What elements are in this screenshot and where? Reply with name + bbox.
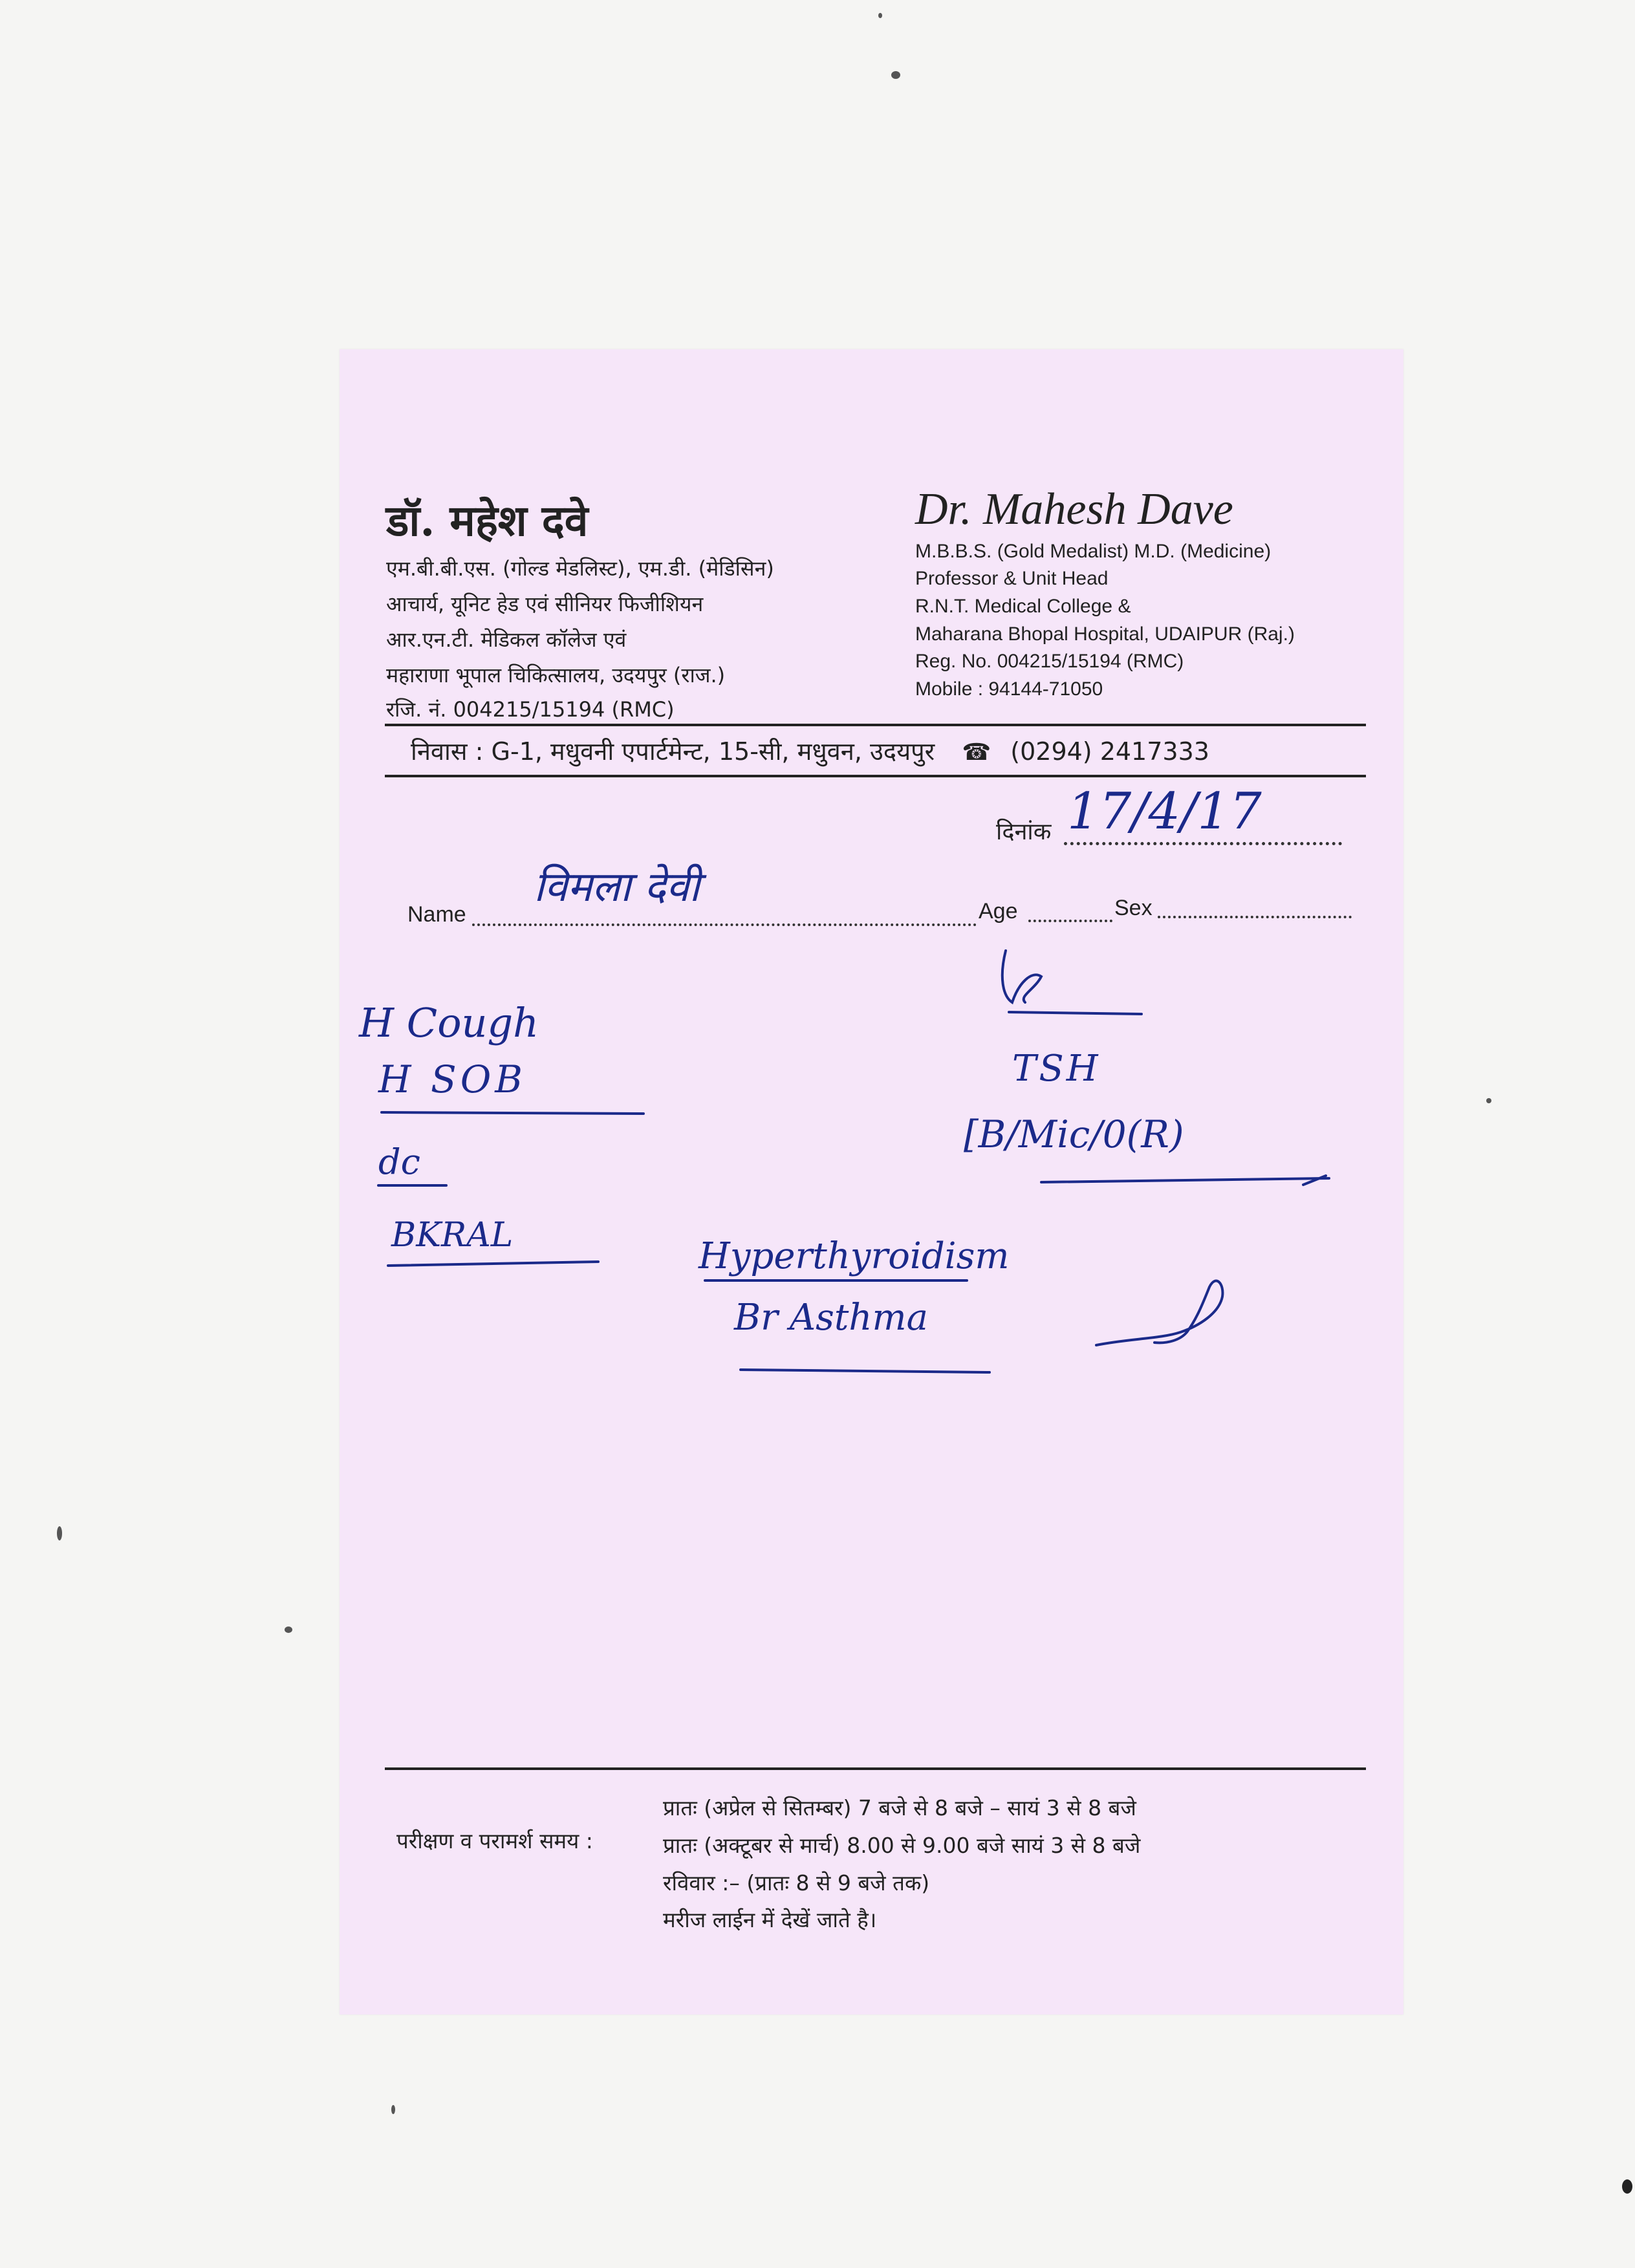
footer-rule bbox=[385, 1767, 1366, 1770]
note-tsh: TSH bbox=[1012, 1048, 1101, 1090]
consultation-hours-label: परीक्षण व परामर्श समय : bbox=[396, 1828, 593, 1853]
underline-bmic bbox=[1038, 1171, 1336, 1190]
hospital-english: Maharana Bhopal Hospital, UDAIPUR (Raj.) bbox=[915, 623, 1295, 645]
age-scribble bbox=[980, 938, 1148, 1028]
name-label: Name bbox=[407, 902, 466, 927]
residence-address bbox=[411, 734, 1209, 768]
prescription-sheet bbox=[340, 349, 1403, 2014]
reg-number-hindi: रजि. नं. 004215/15194 (RMC) bbox=[386, 697, 675, 722]
header-rule-top bbox=[385, 724, 1366, 726]
diagnosis-asthma: Br Asthma bbox=[734, 1297, 928, 1339]
phone-number: (0294) 2417333 bbox=[1010, 737, 1209, 766]
note-bmic: [B/Mic/0(R) bbox=[964, 1112, 1184, 1156]
doctor-signature bbox=[1090, 1268, 1258, 1371]
college-english: R.N.T. Medical College & bbox=[915, 596, 1131, 617]
date-dotted-line bbox=[1064, 842, 1342, 845]
qualification-hindi: एम.बी.बी.एस. (गोल्ड मेडलिस्ट), एम.डी. (मेडिसिन) bbox=[386, 556, 774, 581]
sex-dotted-line bbox=[1158, 916, 1352, 918]
hours-sunday: रविवार :– (प्रातः 8 से 9 बजे तक) bbox=[663, 1870, 930, 1895]
qualification-english: M.B.B.S. (Gold Medalist) M.D. (Medicine) bbox=[915, 541, 1272, 562]
doctor-name-english: Dr. Mahesh Dave bbox=[915, 484, 1233, 534]
underline-sob bbox=[378, 1106, 650, 1119]
age-label: Age bbox=[979, 899, 1018, 923]
reg-number-english: Reg. No. 004215/15194 (RMC) bbox=[915, 651, 1184, 672]
date-label: दिनांक bbox=[996, 819, 1052, 845]
hours-summer: प्रातः (अप्रेल से सितम्बर) 7 बजे से 8 बजे – सायं 3 से 8 बजे bbox=[663, 1795, 1136, 1820]
note-bmic-text: B/Mic/0(R) bbox=[978, 1112, 1184, 1156]
scan-speck bbox=[57, 1526, 62, 1540]
scan-speck bbox=[1486, 1098, 1491, 1103]
scan-speck bbox=[391, 2105, 395, 2114]
scan-speck bbox=[285, 1626, 292, 1633]
header-rule-bottom bbox=[385, 775, 1366, 777]
scan-speck bbox=[891, 71, 900, 79]
doctor-name-hindi: डॉ. महेश दवे bbox=[386, 495, 589, 546]
scan-speck bbox=[878, 13, 882, 18]
underline-asthma bbox=[737, 1365, 996, 1377]
queue-note: मरीज लाईन में देखें जाते है। bbox=[663, 1907, 877, 1932]
note-cough: H Cough bbox=[359, 999, 539, 1046]
underline-hyperthyroidism bbox=[702, 1274, 973, 1287]
name-dotted-line bbox=[472, 923, 977, 926]
note-bkral: BKRAL bbox=[391, 1216, 514, 1255]
underline-dc bbox=[375, 1180, 453, 1191]
designation-hindi: आचार्य, यूनिट हेड एवं सीनियर फिजीशियन bbox=[386, 592, 704, 616]
scan-speck bbox=[1622, 2179, 1632, 2194]
diagnosis-hyperthyroidism: Hyperthyroidism bbox=[698, 1235, 1010, 1277]
telephone-icon: ☎ bbox=[962, 739, 991, 766]
address-text: निवास : G-1, मधुवनी एपार्टमेन्ट, 15-सी, मधुवन, उदयपुर bbox=[411, 737, 935, 766]
hospital-hindi: महाराणा भूपाल चिकित्सालय, उदयपुर (राज.) bbox=[386, 663, 726, 687]
date-handwritten: 17/4/17 bbox=[1067, 783, 1262, 841]
note-dc: dc bbox=[378, 1141, 420, 1182]
patient-name-handwritten: विमला देवी bbox=[534, 863, 700, 911]
sex-label: Sex bbox=[1114, 896, 1153, 920]
mobile-number: Mobile : 94144-71050 bbox=[915, 678, 1103, 700]
underline-bkral bbox=[385, 1258, 605, 1271]
note-sob: H SOB bbox=[378, 1057, 526, 1101]
designation-english: Professor & Unit Head bbox=[915, 568, 1109, 589]
hours-winter: प्रातः (अक्टूबर से मार्च) 8.00 से 9.00 बजे सायं 3 से 8 बजे bbox=[663, 1833, 1141, 1858]
college-hindi: आर.एन.टी. मेडिकल कॉलेज एवं bbox=[386, 627, 627, 652]
age-dotted-line bbox=[1028, 920, 1112, 922]
